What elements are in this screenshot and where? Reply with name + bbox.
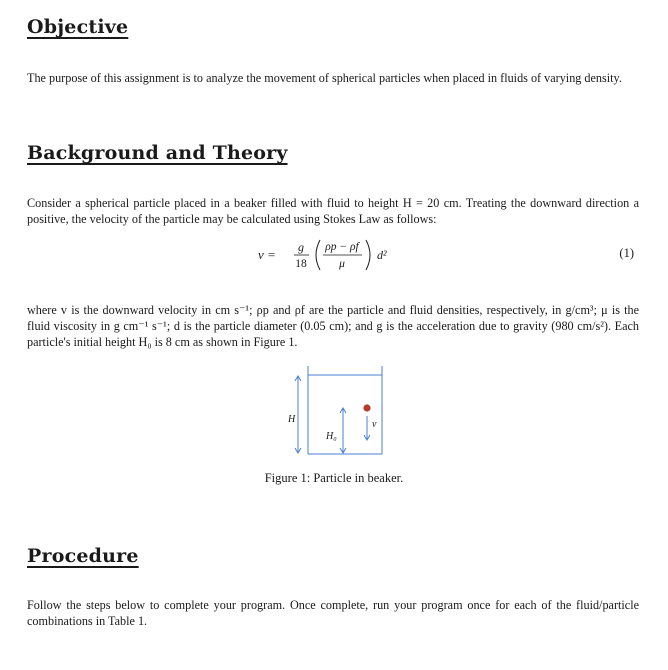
- figure-beaker: [280, 362, 390, 462]
- particle: [363, 404, 370, 411]
- eq-coef-den: 18: [295, 258, 307, 270]
- eq-frac-den: μ: [339, 258, 345, 270]
- procedure-paragraph: Follow the steps below to complete your program. Once complete, run your program once for each of the fluid/particle combinations in Table 1.: [27, 598, 639, 628]
- eq-coef-num: g: [298, 240, 304, 254]
- eq-frac-num: ρp − ρf: [325, 241, 359, 253]
- procedure-heading: Procedure: [27, 545, 139, 567]
- figure-caption: Figure 1: Particle in beaker.: [264, 471, 404, 485]
- label-v: v: [372, 419, 377, 430]
- stokes-equation: [0, 232, 668, 276]
- eq-lhs: v =: [258, 247, 276, 262]
- background-explanation-paragraph: where v is the downward velocity in cm s⁻¹; ρp and ρf are the particle and fluid densities, respectively, in g/cm³; μ is the fluid viscosity in g cm⁻¹ s⁻¹; d is the particle diameter (0.05 cm); and g is the acceleration due to gravity (980 cm/s²). Each particle's initial height H₀ is 8 cm as shown in Figure 1.: [27, 303, 639, 349]
- background-intro-paragraph: Consider a spherical particle placed in a beaker filled with fluid to height H = 20 cm. Treating the downward direction a positive, the velocity of the particle may be calculated using Stokes Law as follows:: [27, 196, 639, 226]
- label-H: H: [288, 414, 296, 425]
- equation-graphic: [0, 232, 668, 276]
- background-heading: Background and Theory: [27, 142, 288, 164]
- objective-paragraph: The purpose of this assignment is to analyze the movement of spherical particles when placed in fluids of varying density.: [27, 71, 622, 85]
- objective-heading: Objective: [27, 16, 129, 38]
- eq-tail: d²: [377, 248, 387, 262]
- label-H0: H₀: [326, 431, 337, 442]
- equation-number: (1): [619, 246, 634, 260]
